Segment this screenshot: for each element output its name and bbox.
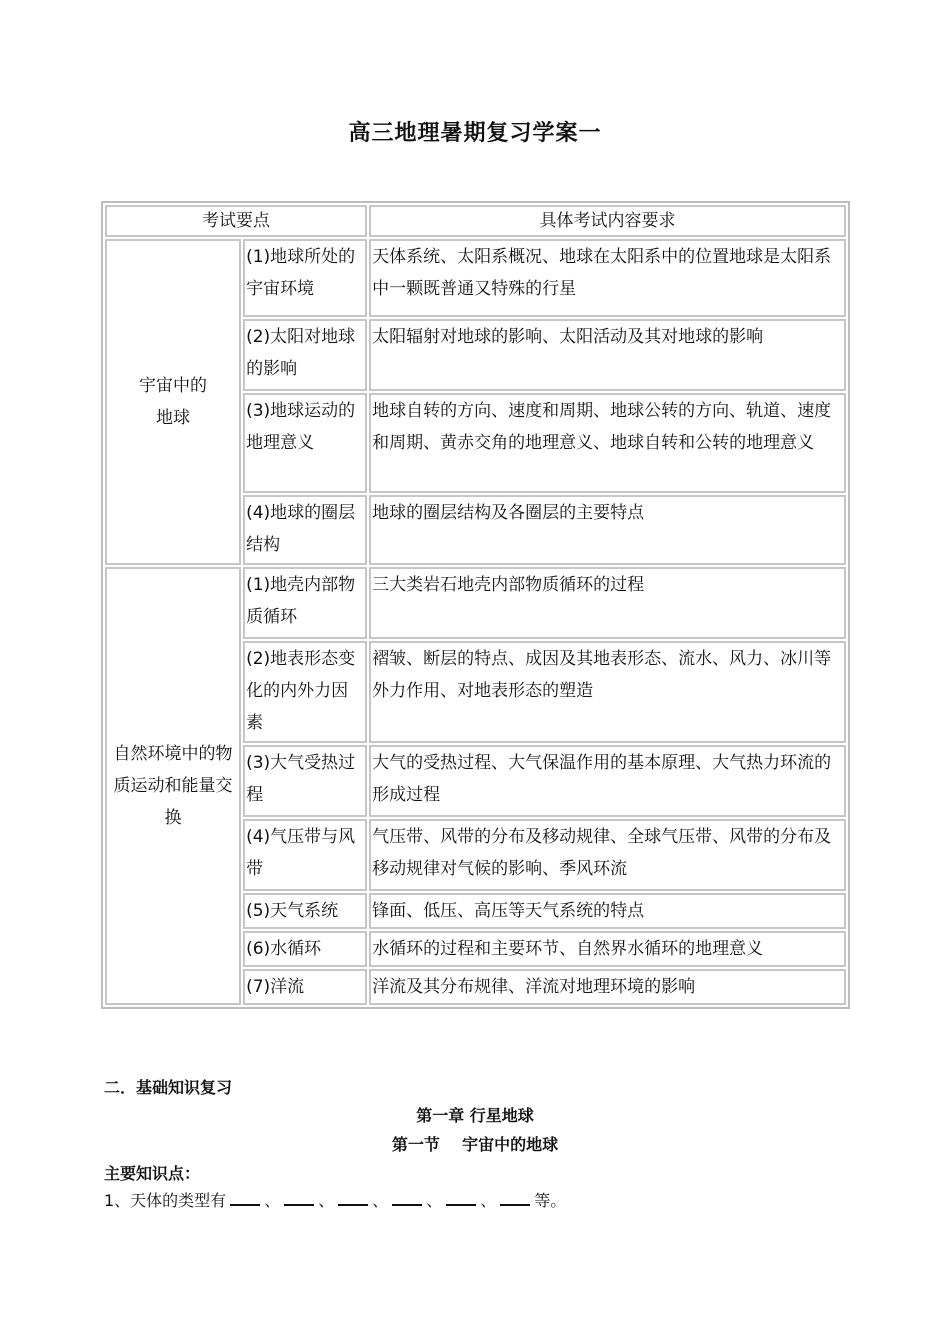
- section-heading: 二．基础知识复习: [104, 1078, 233, 1097]
- answer-blank[interactable]: [500, 1190, 530, 1206]
- content-cell: 洋流及其分布规律、洋流对地理环境的影响: [369, 969, 846, 1005]
- topic-cell: (4)气压带与风带: [243, 819, 367, 891]
- topic-cell: (3)地球运动的地理意义: [243, 393, 367, 493]
- content-cell: 锋面、低压、高压等天气系统的特点: [369, 893, 846, 929]
- question-1-prefix: 1、天体的类型有: [104, 1191, 227, 1210]
- topic-cell: (2)太阳对地球的影响: [243, 319, 367, 391]
- topic-cell: (3)大气受热过程: [243, 745, 367, 817]
- subsection-title: 第一节 宇宙中的地球: [391, 1135, 559, 1154]
- table-header-row: [105, 205, 846, 237]
- answer-blank[interactable]: [446, 1190, 476, 1206]
- blank-separator: 、: [264, 1191, 281, 1210]
- content-cell: 地球自转的方向、速度和周期、地球公转的方向、轨道、速度和周期、黄赤交角的地理意义、地球自转和公转的地理意义: [369, 393, 846, 493]
- key-points-label: 主要知识点：: [104, 1164, 201, 1183]
- page-title: 高三地理暑期复习学案一: [348, 121, 602, 146]
- answer-blank[interactable]: [230, 1190, 260, 1206]
- answer-blank[interactable]: [392, 1190, 422, 1206]
- blank-separator: 、: [372, 1191, 389, 1210]
- topic-cell: (1)地球所处的宇宙环境: [243, 239, 367, 317]
- question-1: [104, 1188, 566, 1211]
- content-cell: 太阳辐射对地球的影响、太阳活动及其对地球的影响: [369, 319, 846, 391]
- content-cell: 大气的受热过程、大气保温作用的基本原理、大气热力环流的形成过程: [369, 745, 846, 817]
- topic-cell: (5)天气系统: [243, 893, 367, 929]
- topic-cell: (1)地壳内部物质循环: [243, 567, 367, 639]
- content-cell: 地球的圈层结构及各圈层的主要特点: [369, 495, 846, 565]
- category-natural-environment: 自然环境中的物质运动和能量交换: [105, 567, 241, 1005]
- topic-cell: (7)洋流: [243, 969, 367, 1005]
- blank-separator: 、: [480, 1191, 497, 1210]
- topic-cell: (4)地球的圈层结构: [243, 495, 367, 565]
- category-earth-in-universe: 宇宙中的 地球: [105, 239, 241, 565]
- content-cell: 气压带、风带的分布及移动规律、全球气压带、风带的分布及移动规律对气候的影响、季风环流: [369, 819, 846, 891]
- syllabus-table: [101, 201, 850, 1009]
- table-row: [105, 567, 846, 639]
- content-cell: 褶皱、断层的特点、成因及其地表形态、流水、风力、冰川等外力作用、对地表形态的塑造: [369, 641, 846, 743]
- chapter-title: 第一章 行星地球: [416, 1106, 534, 1125]
- content-cell: 天体系统、太阳系概况、地球在太阳系中的位置地球是太阳系中一颗既普通又特殊的行星: [369, 239, 846, 317]
- content-cell: 三大类岩石地壳内部物质循环的过程: [369, 567, 846, 639]
- answer-blank[interactable]: [338, 1190, 368, 1206]
- blank-separator: 、: [318, 1191, 335, 1210]
- header-content-requirements: 具体考试内容要求: [369, 205, 846, 237]
- topic-cell: (2)地表形态变化的内外力因素: [243, 641, 367, 743]
- table-row: [105, 239, 846, 317]
- header-exam-points: 考试要点: [105, 205, 367, 237]
- content-cell: 水循环的过程和主要环节、自然界水循环的地理意义: [369, 931, 846, 967]
- topic-cell: (6)水循环: [243, 931, 367, 967]
- blank-separator: 、: [426, 1191, 443, 1210]
- answer-blank[interactable]: [284, 1190, 314, 1206]
- question-1-suffix: 等。: [534, 1191, 567, 1210]
